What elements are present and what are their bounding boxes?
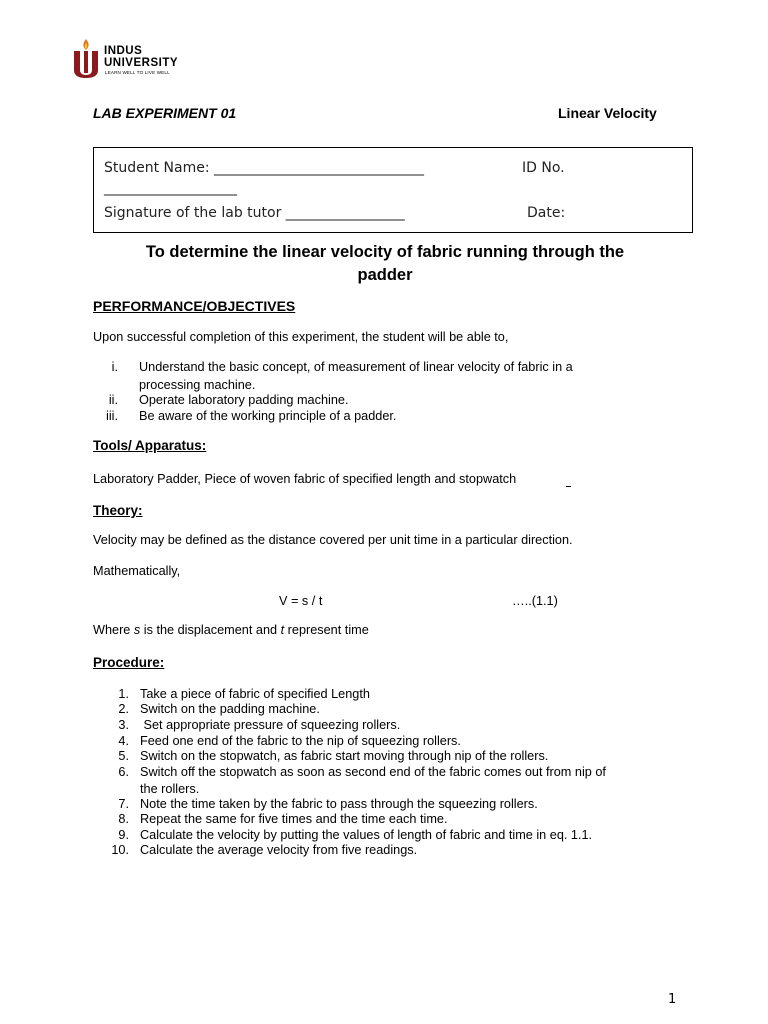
theory-mathematically: Mathematically, — [93, 564, 181, 578]
where-text: is the displacement and — [140, 623, 281, 637]
date-label: Date: — [527, 205, 566, 221]
logo-line2: UNIVERSITY — [104, 57, 179, 69]
procedure-step-text: Set appropriate pressure of squeezing rollers. — [140, 718, 401, 732]
tools-text: Laboratory Padder, Piece of woven fabric of specified length and stopwatch — [93, 472, 517, 486]
theory-definition: Velocity may be defined as the distance covered per unit time in a particular direction. — [93, 533, 573, 547]
theory-heading: Theory: — [93, 503, 143, 518]
procedure-step-text: Switch on the padding machine. — [140, 702, 320, 716]
procedure-heading: Procedure: — [93, 655, 165, 670]
procedure-step-text: Switch off the stopwatch as soon as second end of the fabric comes out from nip of — [140, 765, 606, 779]
objective-number: i. — [111, 360, 118, 374]
procedure-step-number: 1. — [118, 687, 129, 701]
procedure-step-number: 8. — [118, 812, 129, 826]
underline-mark — [566, 486, 571, 487]
procedure-step-text: Repeat the same for five times and the time each time. — [140, 812, 448, 826]
topic-label: Linear Velocity — [558, 105, 657, 121]
procedure-step-text: Calculate the velocity by putting the values of length of fabric and time in eq. 1.1. — [140, 828, 593, 842]
variable-t: t — [280, 623, 285, 637]
procedure-step-text: Take a piece of fabric of specified Length — [140, 687, 370, 701]
logo-line1: INDUS — [104, 45, 143, 57]
signature-field[interactable]: Signature of the lab tutor _________________ — [104, 205, 405, 221]
objectives-intro: Upon successful completion of this experiment, the student will be able to, — [93, 330, 509, 344]
where-text: represent time — [284, 623, 369, 637]
tools-heading: Tools/ Apparatus: — [93, 438, 207, 453]
procedure-step-number: 4. — [118, 734, 129, 748]
objective-text: Operate laboratory padding machine. — [139, 393, 349, 407]
procedure-step-number: 7. — [118, 797, 129, 811]
procedure-step-number: 2. — [118, 702, 129, 716]
where-text: Where — [93, 623, 134, 637]
title-line-1: To determine the linear velocity of fabric running through the — [145, 243, 625, 261]
experiment-title — [93, 241, 677, 287]
student-name-field[interactable]: Student Name: ______________________________ — [104, 160, 425, 176]
objective-number: ii. — [108, 393, 118, 407]
procedure-step-text: Switch on the stopwatch, as fabric start moving through nip of the rollers. — [140, 749, 549, 763]
procedure-step-number: 5. — [118, 749, 129, 763]
id-no-field[interactable]: ___________________ — [104, 180, 237, 196]
procedure-step-text: Feed one end of the fabric to the nip of squeezing rollers. — [140, 734, 461, 748]
procedure-step-number: 3. — [118, 718, 129, 732]
objective-text: Understand the basic concept, of measurement of linear velocity of fabric in a — [139, 360, 573, 374]
procedure-step-text-cont: the rollers. — [140, 782, 200, 796]
objective-number: iii. — [106, 409, 118, 423]
objective-text: Be aware of the working principle of a padder. — [139, 409, 397, 423]
procedure-step-number: 9. — [118, 828, 129, 842]
logo-tagline: LEARN WELL TO LIVE WELL — [105, 70, 170, 75]
velocity-equation: V = s / t — [279, 594, 323, 608]
variable-s: s — [133, 623, 141, 637]
id-no-label: ID No. — [522, 160, 565, 176]
objectives-heading: PERFORMANCE/OBJECTIVES — [93, 298, 296, 314]
experiment-label: LAB EXPERIMENT 01 — [93, 105, 237, 121]
university-logo-icon — [70, 37, 104, 79]
procedure-step-number: 6. — [118, 765, 129, 779]
equation-explanation — [93, 623, 369, 637]
procedure-step-number: 10. — [111, 843, 129, 857]
page-number: 1 — [668, 992, 677, 1007]
procedure-step-text: Calculate the average velocity from five readings. — [140, 843, 418, 857]
objective-text-cont: processing machine. — [139, 378, 256, 392]
equation-reference: …..(1.1) — [512, 594, 558, 608]
title-line-2: padder — [357, 266, 413, 284]
procedure-step-text: Note the time taken by the fabric to pass through the squeezing rollers. — [140, 797, 538, 811]
